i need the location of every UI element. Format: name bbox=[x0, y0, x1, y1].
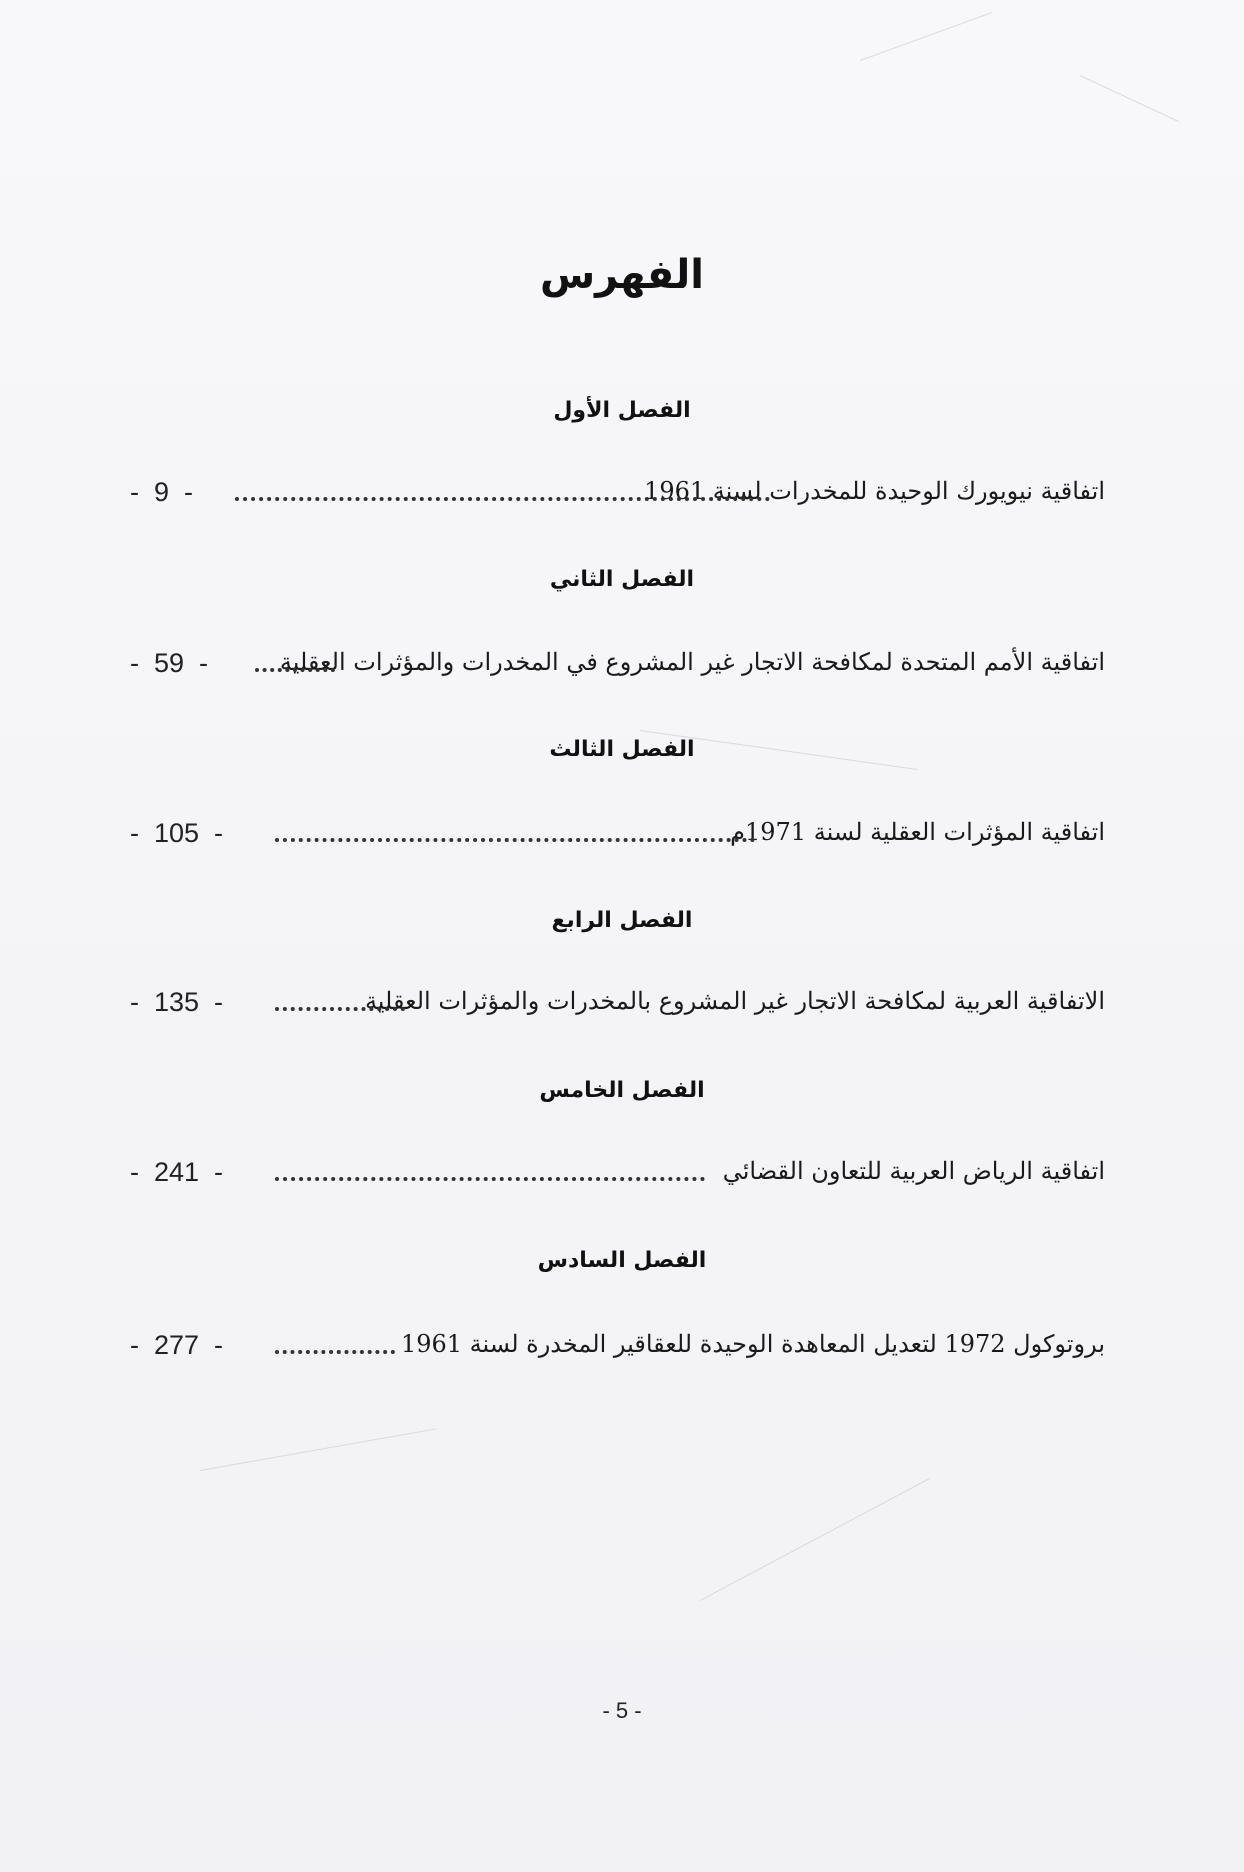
toc-entry[interactable] bbox=[130, 648, 1105, 688]
page-number: - 5 - bbox=[602, 1698, 642, 1723]
dot-leader bbox=[275, 1165, 705, 1181]
dot-leader bbox=[255, 656, 335, 672]
paper-scratch bbox=[200, 1428, 437, 1471]
toc-entry[interactable] bbox=[130, 987, 1105, 1027]
toc-page-number: - 241 - bbox=[130, 1157, 224, 1187]
toc-entry-title: اتفاقية نيويورك الوحيدة للمخدرات لسنة 1961 bbox=[644, 477, 1105, 505]
page-title: الفهرس bbox=[539, 252, 704, 298]
dot-leader bbox=[235, 485, 770, 501]
chapter-heading: الفصل الخامس bbox=[539, 1078, 705, 1103]
paper-scratch bbox=[700, 1478, 930, 1601]
dot-leader bbox=[275, 826, 755, 842]
toc-entry[interactable] bbox=[130, 1330, 1105, 1370]
paper-scratch bbox=[1080, 75, 1180, 122]
dot-leader bbox=[275, 1338, 395, 1354]
toc-page-number: - 9 - bbox=[130, 477, 194, 507]
chapter-heading: الفصل الثاني bbox=[549, 567, 695, 592]
toc-page-number: - 59 - bbox=[130, 648, 209, 678]
toc-entry-title: اتفاقية الرياض العربية للتعاون القضائي bbox=[722, 1157, 1105, 1185]
toc-page-number: - 135 - bbox=[130, 987, 224, 1017]
toc-entry-title: اتفاقية الأمم المتحدة لمكافحة الاتجار غير المشروع في المخدرات والمؤثرات العقلية bbox=[279, 648, 1105, 676]
toc-page-number: - 277 - bbox=[130, 1330, 224, 1360]
chapter-heading: الفصل الأول bbox=[553, 398, 691, 423]
toc-entry[interactable] bbox=[130, 477, 1105, 517]
paper-scratch bbox=[860, 12, 992, 61]
toc-entry-title: بروتوكول 1972 لتعديل المعاهدة الوحيدة للعقاقير المخدرة لسنة 1961 bbox=[400, 1330, 1105, 1358]
toc-entry[interactable] bbox=[130, 818, 1105, 858]
toc-entry-title: الاتفاقية العربية لمكافحة الاتجار غير المشروع بالمخدرات والمؤثرات العقلية bbox=[364, 987, 1105, 1015]
toc-entry-title: اتفاقية المؤثرات العقلية لسنة 1971م bbox=[730, 818, 1105, 846]
chapter-heading: الفصل الرابع bbox=[551, 908, 693, 933]
chapter-heading: الفصل الثالث bbox=[549, 737, 695, 762]
chapter-heading: الفصل السادس bbox=[537, 1248, 707, 1273]
toc-entry[interactable] bbox=[130, 1157, 1105, 1197]
dot-leader bbox=[275, 995, 405, 1011]
toc-page-number: - 105 - bbox=[130, 818, 224, 848]
